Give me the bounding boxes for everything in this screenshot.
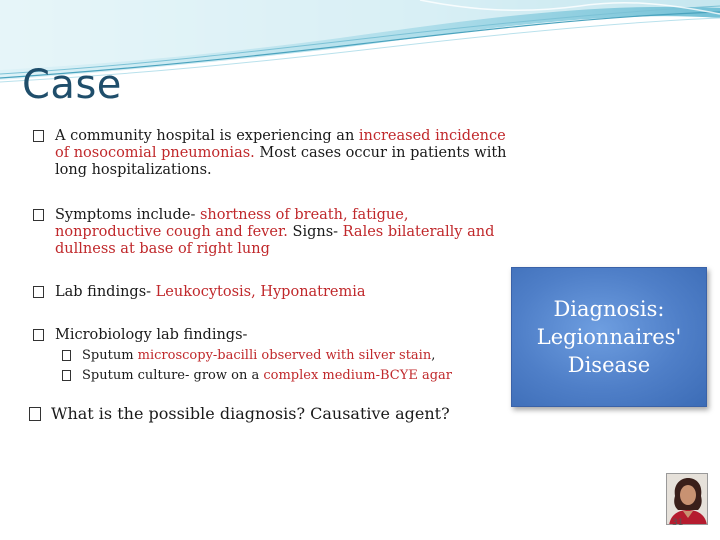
bullet-run-highlight: shortness of breath, fatigue, nonproductive cough and fever. xyxy=(55,207,409,240)
bullet-text xyxy=(33,327,493,344)
bullet-box-icon xyxy=(33,286,44,298)
bullet-microbiology xyxy=(33,327,493,344)
bullet-run: Sputum culture- grow on a xyxy=(82,368,264,383)
bullet-run-highlight: increased incidence of nosocomial pneumonias. xyxy=(55,128,506,161)
diagnosis-text: Diagnosis: Legionnaires' Disease xyxy=(536,297,682,377)
bullet-run: A community hospital is experiencing an xyxy=(55,128,359,144)
bullet-question xyxy=(29,405,529,422)
bullet-lab-findings xyxy=(33,284,493,301)
bullet-run-highlight: Rales bilaterally and dullness at base of right lung xyxy=(55,224,495,257)
bullet-symptoms xyxy=(33,207,495,258)
sub-bullet-text xyxy=(62,348,502,364)
bullet-box-icon xyxy=(33,130,44,142)
sub-bullet-box-icon xyxy=(62,350,71,361)
bullet-run: Symptoms include- xyxy=(55,207,200,223)
bullet-run-highlight: Leukocytosis, Hyponatremia xyxy=(155,284,366,300)
sub-bullet-microscopy xyxy=(62,348,502,364)
bullet-run: Most cases occur in patients with long hospitalizations. xyxy=(55,145,507,178)
bullet-text xyxy=(33,284,493,301)
slide-title: Case xyxy=(22,62,122,108)
bullet-run: Signs- xyxy=(287,224,343,240)
bullet-run: Sputum xyxy=(82,348,138,363)
bullet-box-icon xyxy=(33,329,44,341)
bullet-run: , xyxy=(431,348,436,363)
sub-bullet-culture xyxy=(62,368,507,384)
bullet-text xyxy=(33,128,513,179)
bullet-text xyxy=(33,207,495,258)
bullet-run-highlight: complex medium-BCYE agar xyxy=(263,368,452,383)
page-number: 31 xyxy=(672,518,684,528)
sub-bullet-box-icon xyxy=(62,370,71,381)
bullet-run: Lab findings- xyxy=(55,284,156,300)
bullet-box-icon xyxy=(33,209,44,221)
diagnosis-box xyxy=(511,267,707,407)
sub-bullet-text xyxy=(62,368,507,384)
bullet-run: Microbiology lab findings- xyxy=(55,327,248,343)
bullet-outbreak xyxy=(33,128,513,179)
bullet-run-highlight: microscopy-bacilli observed with silver stain xyxy=(137,348,432,363)
bullet-box-icon xyxy=(29,407,41,421)
question-text: What is the possible diagnosis? Causative agent? xyxy=(51,404,450,423)
